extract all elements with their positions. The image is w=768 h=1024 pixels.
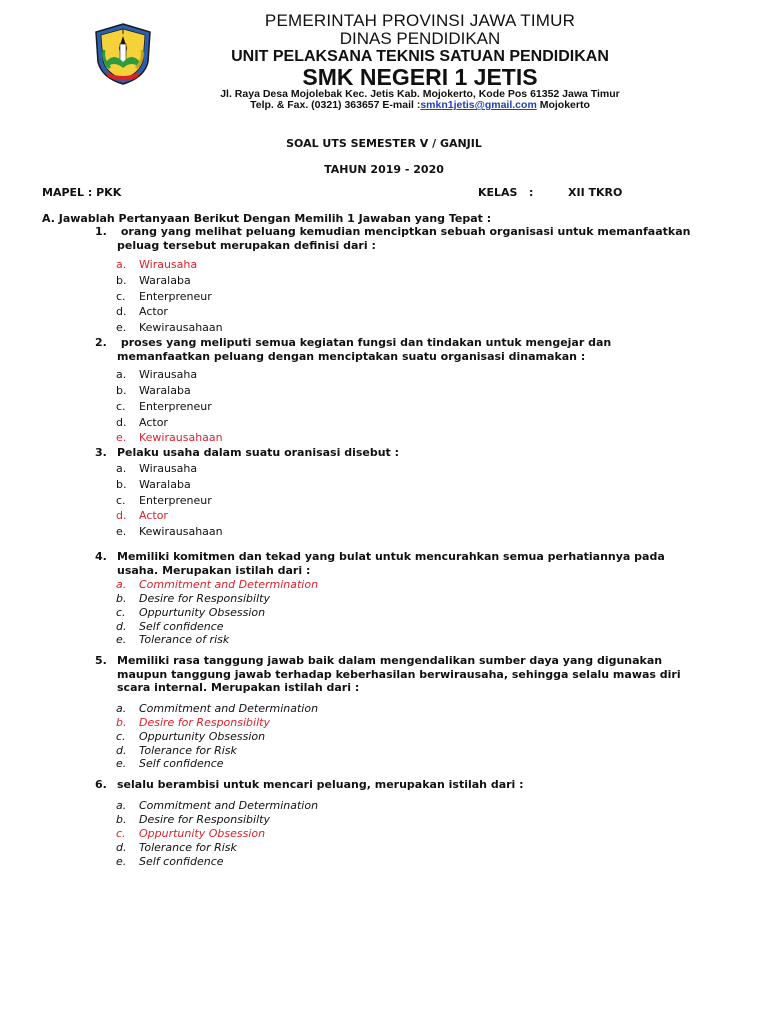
question-text: Memiliki rasa tanggung jawab baik dalam mengendalikan sumber daya yang digunakan maupun tanggung jawab terhadap keberhasilan berwirausaha, sehingga selalu mawas diri scara internal. Merupakan istilah dari :: [117, 654, 681, 694]
question-number: 5.: [95, 654, 107, 667]
option-letter: a.: [116, 368, 127, 381]
option-label: Self confidence: [139, 757, 224, 770]
letterhead-contact: [160, 99, 680, 111]
option-letter: b.: [116, 592, 127, 605]
letterhead-unit: UNIT PELAKSANA TEKNIS SATUAN PENDIDIKAN: [231, 48, 609, 65]
option-letter: a.: [116, 258, 127, 271]
question-number: 2.: [95, 336, 107, 349]
email-link[interactable]: smkn1jetis@gmail.com: [420, 99, 537, 111]
section-instruction: A. Jawablah Pertanyaan Berikut Dengan Memilih 1 Jawaban yang Tepat :: [42, 212, 492, 225]
option-letter: a.: [116, 578, 127, 591]
letterhead-school-name: SMK NEGERI 1 JETIS: [302, 64, 538, 90]
option-letter: e.: [116, 431, 127, 444]
class-value: XII TKRO: [568, 186, 623, 199]
option-letter: d.: [116, 509, 127, 522]
option-label: Self confidence: [139, 855, 224, 868]
option-letter: c.: [116, 606, 126, 619]
option-label: Oppurtunity Obsession: [139, 827, 266, 840]
exam-year: TAHUN 2019 - 2020: [324, 163, 444, 176]
option-label: Tolerance for Risk: [139, 744, 237, 757]
option-label: Actor: [139, 416, 168, 429]
option-label: Desire for Responsibilty: [139, 716, 270, 729]
option-letter: c.: [116, 290, 126, 303]
question-text: proses yang meliputi semua kegiatan fungsi dan tindakan untuk mengejar dan memanfaatkan peluang dengan menciptakan suatu organisasi dinamakan :: [117, 336, 616, 363]
question-text: orang yang melihat peluang kemudian menciptkan sebuah organisasi untuk memanfaatkan peluag tersebut merupakan definisi dari :: [117, 225, 695, 252]
option-letter: d.: [116, 305, 127, 318]
question-text: Memiliki komitmen dan tekad yang bulat untuk mencurahkan semua perhatiannya pada usaha. Merupakan istilah dari :: [117, 550, 665, 577]
option-label: Kewirausahaan: [139, 525, 223, 538]
option-letter: a.: [116, 462, 127, 475]
option-letter: c.: [116, 827, 126, 840]
option-label: Waralaba: [139, 384, 191, 397]
option-label: Commitment and Determination: [139, 799, 319, 812]
exam-title: SOAL UTS SEMESTER V / GANJIL: [286, 137, 482, 150]
option-letter: d.: [116, 620, 127, 633]
contact-suffix: Mojokerto: [536, 99, 590, 111]
question-number: 1.: [95, 225, 107, 238]
option-letter: b.: [116, 478, 127, 491]
option-letter: b.: [116, 813, 127, 826]
option-label: Enterpreneur: [139, 400, 212, 413]
option-label: Waralaba: [139, 478, 191, 491]
option-label: Wirausaha: [139, 258, 198, 271]
option-letter: c.: [116, 730, 126, 743]
option-letter: b.: [116, 716, 127, 729]
option-label: Wirausaha: [139, 462, 198, 475]
option-letter: e.: [116, 321, 127, 334]
letterhead-government: PEMERINTAH PROVINSI JAWA TIMUR: [264, 11, 576, 30]
option-label: Oppurtunity Obsession: [139, 730, 266, 743]
option-label: Desire for Responsibilty: [139, 813, 270, 826]
option-label: Enterpreneur: [139, 494, 212, 507]
option-letter: d.: [116, 416, 127, 429]
option-label: Commitment and Determination: [139, 578, 319, 591]
option-letter: d.: [116, 841, 127, 854]
option-letter: a.: [116, 702, 127, 715]
option-letter: c.: [116, 400, 126, 413]
option-letter: e.: [116, 525, 127, 538]
letterhead-address: Jl. Raya Desa Mojolebak Kec. Jetis Kab. Mojokerto, Kode Pos 61352 Jawa Timur: [220, 88, 620, 100]
option-label: Oppurtunity Obsession: [139, 606, 266, 619]
option-letter: e.: [116, 633, 127, 646]
option-label: Wirausaha: [139, 368, 198, 381]
option-letter: e.: [116, 757, 127, 770]
option-label: Waralaba: [139, 274, 191, 287]
question-text: Pelaku usaha dalam suatu oranisasi disebut :: [117, 446, 400, 459]
option-label: Commitment and Determination: [139, 702, 319, 715]
question-number: 4.: [95, 550, 107, 563]
option-label: Actor: [139, 509, 168, 522]
option-letter: a.: [116, 799, 127, 812]
letterhead-department: DINAS PENDIDIKAN: [339, 29, 501, 48]
option-label: Desire for Responsibilty: [139, 592, 270, 605]
option-label: Tolerance for Risk: [139, 841, 237, 854]
option-letter: b.: [116, 384, 127, 397]
option-label: Tolerance of risk: [139, 633, 230, 646]
provincial-emblem-icon: [92, 22, 154, 86]
option-letter: d.: [116, 744, 127, 757]
contact-prefix: Telp. & Fax. (0321) 363657 E-mail :: [250, 99, 421, 111]
option-label: Self confidence: [139, 620, 224, 633]
subject-label: MAPEL : PKK: [42, 186, 122, 199]
question-number: 3.: [95, 446, 107, 459]
class-label: KELAS :: [478, 186, 534, 199]
question-number: 6.: [95, 778, 107, 791]
option-label: Kewirausahaan: [139, 431, 223, 444]
option-label: Actor: [139, 305, 168, 318]
option-letter: b.: [116, 274, 127, 287]
option-letter: e.: [116, 855, 127, 868]
question-text: selalu berambisi untuk mencari peluang, merupakan istilah dari :: [117, 778, 524, 791]
option-label: Enterpreneur: [139, 290, 212, 303]
option-label: Kewirausahaan: [139, 321, 223, 334]
option-letter: c.: [116, 494, 126, 507]
